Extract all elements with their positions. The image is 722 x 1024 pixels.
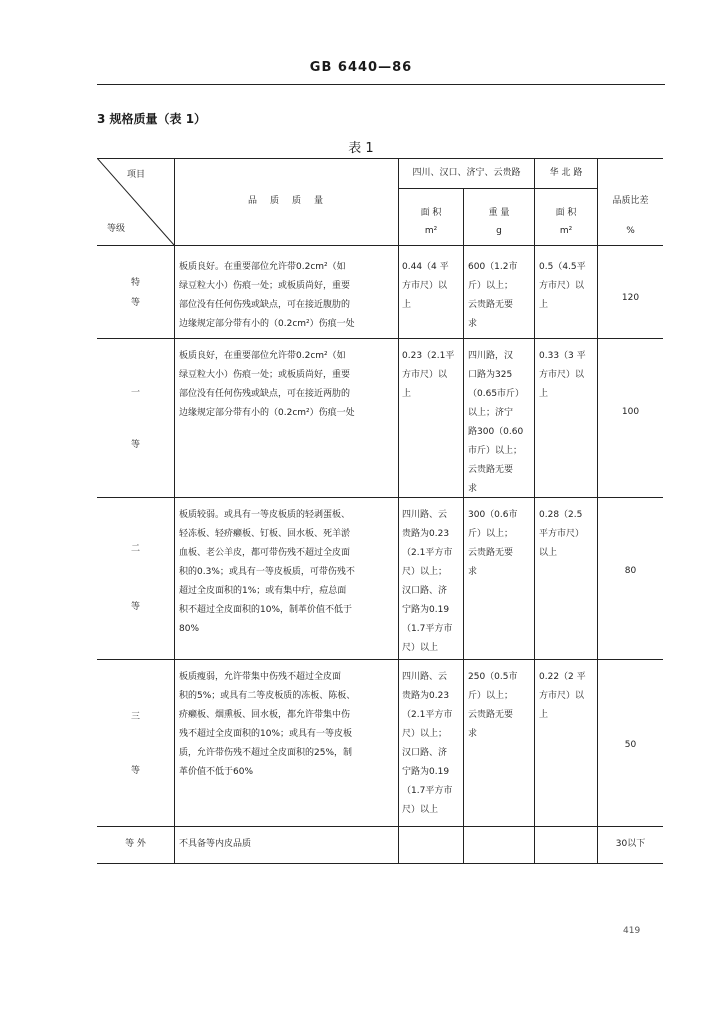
grade-substandard: 等 外 (125, 839, 146, 849)
area-second (402, 506, 452, 658)
area-special (402, 258, 449, 315)
quality-third (179, 668, 355, 782)
ratio-substandard: 30以下 (615, 839, 646, 849)
ratio-third: 50 (624, 740, 637, 750)
weight-second (468, 506, 518, 582)
header-weight-unit: g (496, 226, 502, 236)
weight-line: 求 (468, 319, 478, 329)
header-area-unit: m² (424, 226, 438, 236)
weight-line: 300（0.6市 (468, 510, 518, 520)
area-line: 尺）以上 (402, 805, 439, 815)
quality-line: 边缘规定部分带有小的（0.2cm²）伤痕一处 (179, 319, 355, 329)
weight-line: 云贵路无要 (468, 300, 514, 310)
weight-line: 路300（0.60 (468, 427, 524, 437)
weight-line: 四川路，汉 (468, 351, 514, 361)
quality-line: 积的0.3%；或具有一等皮板质，可带伤残不 (179, 567, 355, 577)
weight-line: 斤）以上； (468, 691, 514, 701)
table-caption: 表 1 (348, 141, 374, 156)
area2-line: 0.28（2.5 (539, 510, 583, 520)
area-line: 宁路为0.19 (402, 605, 450, 615)
area-line: 尺）以上 (402, 643, 439, 653)
header-weight: 重 量 (488, 208, 510, 218)
quality-line: 轻冻板、轻疥癞板、钉板、回水板、死羊淤 (179, 529, 351, 539)
area2-line: 上 (539, 300, 549, 310)
area2-line: 方市尺）以 (539, 691, 585, 701)
area-line: 0.23（2.1平 (402, 351, 455, 361)
header-quality-label: 品 质 质 量 (247, 196, 325, 206)
grade-first-bottom: 等 (130, 440, 140, 450)
area-line: 宁路为0.19 (402, 767, 450, 777)
area2-first (539, 347, 586, 404)
area2-line: 0.33（3 平 (539, 351, 586, 361)
area2-third (539, 668, 586, 725)
section-title: 3 规格质量（表 1） (97, 112, 207, 126)
quality-special (179, 258, 355, 334)
weight-third (468, 668, 518, 744)
quality-line: 绿豆粒大小）伤痕一处；或板质尚好，重要 (179, 370, 351, 380)
area-line: 汉口路、济 (402, 586, 448, 596)
area2-line: 上 (539, 710, 549, 720)
grade-second-bottom: 等 (130, 602, 140, 612)
area-line: 汉口路、济 (402, 748, 448, 758)
area2-line: 0.22（2 平 (539, 672, 586, 682)
weight-line: 云贵路无要 (468, 710, 514, 720)
quality-line: 革价值不低于60% (179, 767, 254, 777)
area2-second (539, 506, 584, 563)
header-area2: 面 积 (555, 208, 577, 218)
grade-special-bottom: 等 (130, 298, 140, 308)
area-line: 尺）以上； (402, 567, 448, 577)
area-line: （2.1平方市 (402, 710, 453, 720)
header-ratio: 品质比差 (612, 196, 649, 206)
ratio-second: 80 (624, 566, 637, 576)
quality-line: 积的5%；或具有二等皮板质的冻板、陈板、 (179, 691, 356, 701)
header-group-sichuan: 四川、汉口、济宁、云贵路 (412, 168, 521, 178)
area-line: （1.7平方市 (402, 624, 453, 634)
quality-line: 板质良好，在重要部位允许带0.2cm²（如 (179, 351, 346, 361)
quality-line: 板质良好。在重要部位允许带0.2cm²（如 (179, 262, 346, 272)
quality-first (179, 347, 355, 423)
weight-line: （0.65市斤） (468, 389, 525, 399)
area-line: 尺）以上； (402, 729, 448, 739)
weight-first (468, 347, 524, 499)
weight-line: 600（1.2市 (468, 262, 518, 272)
area-third (402, 668, 452, 820)
area-line: 上 (402, 300, 412, 310)
quality-line: 疥癞板、烟熏板、回水板，都允许带集中伤 (179, 710, 351, 720)
quality-line: 血板、老公羊皮，都可带伤残不超过全皮面 (179, 548, 351, 558)
grade-first-top: 一 (130, 388, 140, 398)
quality-line: 80% (179, 624, 200, 634)
area2-line: 方市尺）以 (539, 370, 585, 380)
grade-second-top: 二 (130, 544, 140, 554)
weight-line: 市斤）以上； (468, 446, 523, 456)
grade-third-top: 三 (130, 712, 140, 722)
weight-line: 云贵路无要 (468, 465, 514, 475)
quality-line: 部位没有任何伤残或缺点，可在接近腹肋的 (179, 300, 351, 310)
weight-special (468, 258, 518, 334)
header-ratio-unit: % (626, 226, 635, 236)
ratio-special: 120 (621, 293, 640, 303)
area-line: 上 (402, 389, 412, 399)
standard-code-header: GB 6440—86 (309, 60, 413, 75)
quality-line: 部位没有任何伤残或缺点，可在接近两肋的 (179, 389, 351, 399)
page-number: 419 (623, 926, 641, 936)
header-area2-unit: m² (559, 226, 573, 236)
weight-line: 求 (468, 567, 478, 577)
quality-line: 板质瘦弱，允许带集中伤残不超过全皮面 (179, 672, 342, 682)
weight-line: 250（0.5市 (468, 672, 518, 682)
header-grade-label: 等级 (107, 224, 126, 234)
quality-line: 不具备等内皮品质 (179, 839, 252, 849)
area2-line: 0.5（4.5平 (539, 262, 586, 272)
weight-line: 斤）以上； (468, 529, 514, 539)
weight-line: 斤）以上； (468, 281, 514, 291)
quality-line: 积不超过全皮面积的10%，制革价值不低于 (179, 605, 353, 615)
quality-substandard (179, 835, 251, 854)
area-line: 方市尺）以 (402, 370, 448, 380)
weight-line: 口路为325 (468, 370, 513, 380)
area-line: （1.7平方市 (402, 786, 453, 796)
area-line: （2.1平方市 (402, 548, 453, 558)
area-line: 贵路为0.23 (402, 529, 450, 539)
quality-line: 边缘规定部分带有小的（0.2cm²）伤痕一处 (179, 408, 355, 418)
area2-line: 以上 (539, 548, 558, 558)
quality-line: 绿豆粒大小）伤痕一处；或板质尚好，重要 (179, 281, 351, 291)
area-line: 四川路、云 (402, 510, 448, 520)
weight-line: 求 (468, 729, 478, 739)
area2-line: 上 (539, 389, 549, 399)
area2-line: 平方市尺） (539, 529, 585, 539)
weight-line: 云贵路无要 (468, 548, 514, 558)
quality-line: 板质较弱。或具有一等皮板质的轻剥蛋板、 (179, 510, 351, 520)
header-area: 面 积 (420, 208, 442, 218)
header-rule (97, 84, 665, 85)
quality-line: 超过全皮面积的1%；或有集中疔，痘总面 (179, 586, 347, 596)
area-line: 贵路为0.23 (402, 691, 450, 701)
quality-table (97, 158, 663, 864)
area-first (402, 347, 454, 404)
weight-line: 求 (468, 484, 478, 494)
header-item-label: 项目 (127, 170, 146, 180)
ratio-first: 100 (621, 407, 640, 417)
grade-third-bottom: 等 (130, 766, 140, 776)
area-line: 0.44（4 平 (402, 262, 449, 272)
quality-line: 质，允许带伤残不超过全皮面积的25%，制 (179, 748, 353, 758)
area2-line: 方市尺）以 (539, 281, 585, 291)
area-line: 方市尺）以 (402, 281, 448, 291)
quality-line: 残不超过全皮面积的10%；或具有一等皮板 (179, 729, 353, 739)
grade-special-top: 特 (130, 278, 140, 288)
weight-line: 以上；济宁 (468, 408, 514, 418)
area2-special (539, 258, 586, 315)
area-line: 四川路、云 (402, 672, 448, 682)
header-group-huabei: 华 北 路 (549, 168, 583, 178)
quality-second (179, 506, 355, 639)
